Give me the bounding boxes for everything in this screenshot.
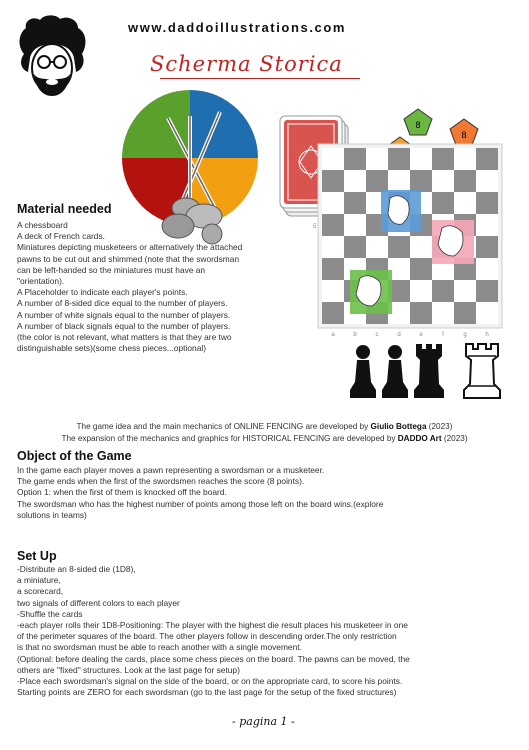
board-square bbox=[476, 280, 498, 302]
board-square bbox=[344, 192, 366, 214]
setup-line: two signals of different colors to each player bbox=[17, 597, 180, 608]
material-line: "orientation). bbox=[17, 276, 65, 287]
board-square bbox=[476, 148, 498, 170]
board-square bbox=[454, 148, 476, 170]
material-line: (the color is not relevant, what matters is that they are two bbox=[17, 332, 232, 343]
material-line: Miniatures depicting musketeers or alternatively the attached bbox=[17, 242, 243, 253]
board-square bbox=[366, 148, 388, 170]
dice-number: 8 bbox=[461, 130, 467, 140]
board-square bbox=[432, 192, 454, 214]
rank-label: 5 bbox=[313, 224, 317, 230]
material-line: pawns to be cut out and shimmed (note that the swordsman bbox=[17, 253, 240, 264]
file-label: b bbox=[353, 332, 357, 338]
chess-rook-outline-icon bbox=[464, 344, 500, 398]
credit-line-2 bbox=[0, 433, 529, 444]
chess-pawn-icon bbox=[382, 345, 408, 398]
material-line: distinguishable sets)(some chess pieces...optional) bbox=[17, 343, 206, 354]
board-square bbox=[344, 148, 366, 170]
board-square bbox=[476, 236, 498, 258]
website-url: www.daddoillustrations.com bbox=[128, 20, 347, 35]
credit-text: The expansion of the mechanics and graphics for HISTORICAL FENCING are developed by bbox=[61, 434, 396, 443]
material-line: A number of white signals equal to the number of players. bbox=[17, 309, 231, 320]
title-underline bbox=[160, 78, 360, 79]
object-line: The swordsman who has the highest number of points among those left on the board wins.(explore bbox=[17, 498, 384, 509]
chess-pawn-icon bbox=[350, 345, 376, 398]
object-heading: Object of the Game bbox=[17, 449, 132, 463]
object-text bbox=[17, 465, 383, 521]
file-label: e bbox=[419, 332, 423, 338]
object-line: solutions in teams) bbox=[17, 509, 87, 520]
board-square bbox=[322, 214, 344, 236]
credit-line-1 bbox=[0, 421, 529, 432]
setup-line: a miniature, bbox=[17, 575, 61, 586]
file-label: f bbox=[442, 332, 444, 338]
setup-text bbox=[17, 564, 410, 698]
board-square bbox=[410, 280, 432, 302]
board-square bbox=[322, 258, 344, 280]
credit-year: (2023) bbox=[428, 422, 453, 431]
board-square bbox=[322, 236, 344, 258]
board-square bbox=[322, 192, 344, 214]
setup-line: is that no swordsman must be able to reach another with a single movement. bbox=[17, 642, 302, 653]
board-square bbox=[454, 280, 476, 302]
material-line: can be left-handed so the miniatures must have an bbox=[17, 264, 206, 275]
board-square bbox=[366, 170, 388, 192]
object-line: The game ends when the first of the swordsmen reaches the score (8 points). bbox=[17, 476, 305, 487]
object-line: In the game each player moves a pawn representing a swordsman or a musketeer. bbox=[17, 465, 325, 475]
material-list bbox=[17, 220, 242, 354]
setup-heading: Set Up bbox=[17, 549, 57, 563]
board-square bbox=[322, 170, 344, 192]
setup-line: (Optional: before dealing the cards, place some chess pieces on the board. The pawns can be moved, the bbox=[17, 653, 410, 664]
object-line: Option 1: when the first of them is knocked off the board. bbox=[17, 487, 227, 498]
setup-line: of the perimeter squares of the board. The other players follow in descending order.The only restriction bbox=[17, 631, 397, 642]
board-square bbox=[432, 170, 454, 192]
setup-line: -Distribute an 8-sided die (1D8), bbox=[17, 564, 136, 574]
file-label: g bbox=[463, 332, 467, 338]
board-square bbox=[454, 192, 476, 214]
board-square bbox=[366, 236, 388, 258]
credit-author: DADDO Art bbox=[397, 434, 442, 443]
file-label: c bbox=[375, 332, 379, 338]
file-label: d bbox=[397, 332, 401, 338]
board-square bbox=[322, 148, 344, 170]
dice-number: 8 bbox=[415, 120, 421, 130]
material-line: A deck of French cards. bbox=[17, 231, 105, 242]
board-square bbox=[388, 148, 410, 170]
page-title: Scherma Storica bbox=[150, 52, 343, 76]
page-number: - pagina 1 - bbox=[232, 715, 295, 728]
material-line: A chessboard bbox=[17, 220, 68, 230]
material-line: A Placeholder to indicate each player's points. bbox=[17, 287, 188, 298]
file-label: h bbox=[485, 332, 489, 338]
chess-rook-icon bbox=[414, 344, 444, 398]
board-square bbox=[344, 236, 366, 258]
board-square bbox=[410, 170, 432, 192]
board-square bbox=[454, 170, 476, 192]
board-square bbox=[322, 280, 344, 302]
board-square bbox=[410, 236, 432, 258]
board-square bbox=[432, 148, 454, 170]
credit-author: Giulio Bottega bbox=[370, 422, 427, 431]
board-square bbox=[388, 236, 410, 258]
board-square bbox=[410, 258, 432, 280]
board-square bbox=[344, 214, 366, 236]
setup-line: -each player rolls their 1D8-Positioning: The player with the highest die result places his musketeer in one bbox=[17, 620, 408, 631]
board-square bbox=[344, 170, 366, 192]
board-square bbox=[476, 302, 498, 324]
chess-pieces-row bbox=[348, 342, 518, 402]
setup-line: -Shuffle the cards bbox=[17, 608, 83, 619]
board-square bbox=[476, 258, 498, 280]
setup-line: -Place each swordsman's signal on the side of the board, or on the appropriate card, to score his points. bbox=[17, 676, 403, 687]
file-label: a bbox=[331, 332, 335, 338]
board-square bbox=[476, 192, 498, 214]
material-line: A number of 8-sided dice equal to the number of players. bbox=[17, 298, 228, 309]
setup-line: others are "fixed" structures. Look at the last page for setup) bbox=[17, 664, 240, 675]
author-portrait-icon bbox=[16, 14, 88, 100]
credit-text: The game idea and the main mechanics of ONLINE FENCING are developed by bbox=[76, 422, 369, 431]
board-square bbox=[476, 214, 498, 236]
material-heading: Material needed bbox=[17, 202, 112, 216]
board-square bbox=[476, 170, 498, 192]
board-square bbox=[454, 302, 476, 324]
board-square bbox=[410, 148, 432, 170]
credit-year: (2023) bbox=[443, 434, 468, 443]
board-square bbox=[388, 170, 410, 192]
board-square bbox=[322, 302, 344, 324]
board-square bbox=[432, 302, 454, 324]
board-square bbox=[432, 280, 454, 302]
board-square bbox=[410, 302, 432, 324]
material-line: A number of black signals equal to the number of players. bbox=[17, 320, 231, 331]
setup-line: Starting points are ZERO for each swordsman (go to the last page for the setup of the fixed structures) bbox=[17, 687, 397, 698]
setup-line: a scorecard, bbox=[17, 586, 64, 597]
chessboard-icon bbox=[308, 140, 508, 338]
